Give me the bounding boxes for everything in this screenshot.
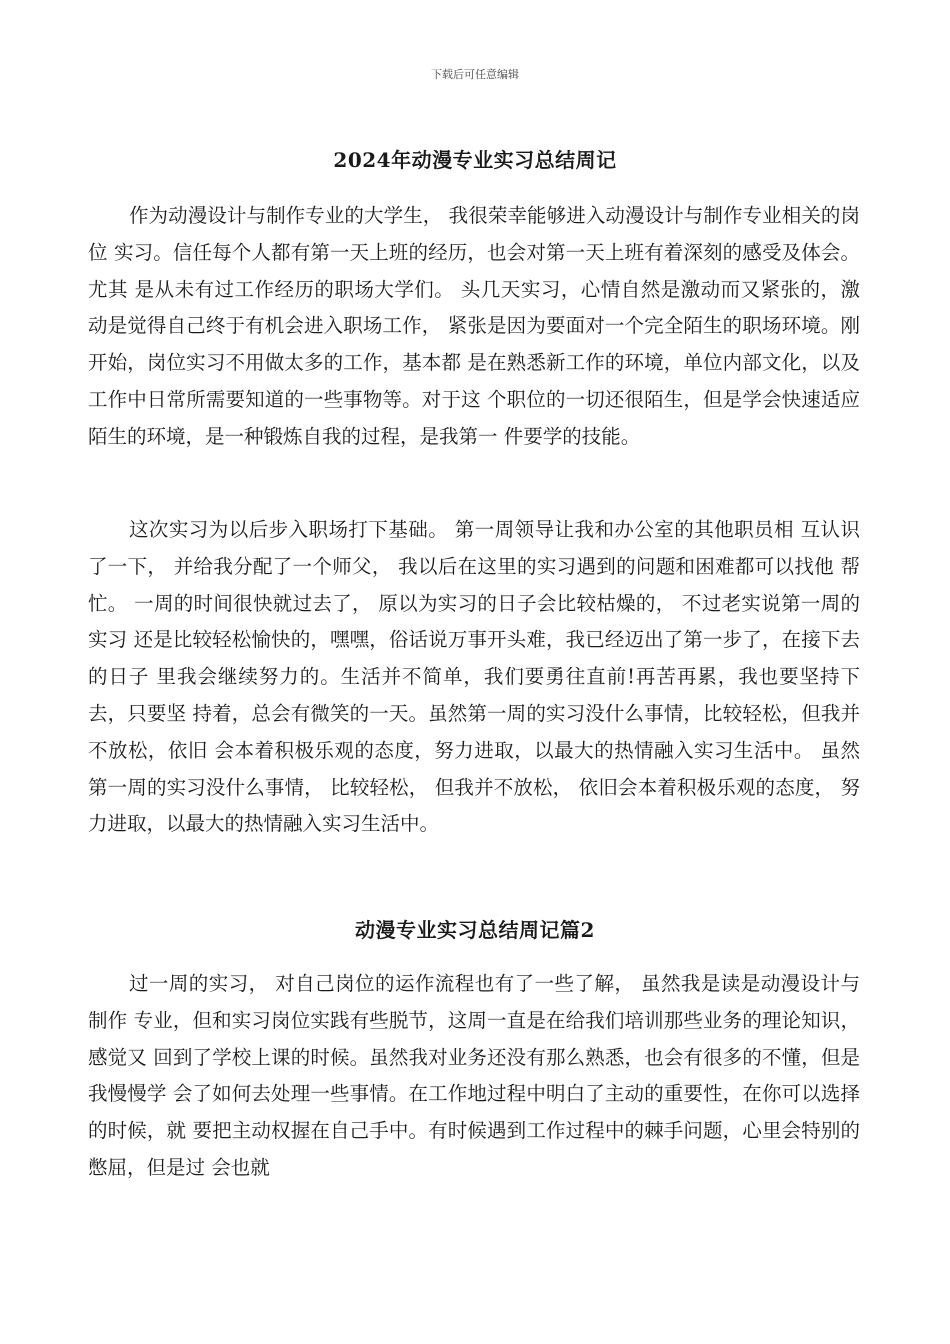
header-note: 下载后可任意编辑 (431, 68, 519, 81)
paragraph-3: 过一周的实习， 对自己岗位的运作流程也有了一些了解， 虽然我是读是动漫设计与制作 专业，但和实习岗位实践有些脱节，这周一直是在给我们培训那些业务的理论知识，感觉又 回到了学校上课的时候。虽然我对业务还没有那么熟悉，也会有很多的不懂，但是我慢慢学 会了如何去处理一些事情。在工作地过程中明白了主动的重要性，在你可以选择的时候，就 要把主动权握在自己手中。有时候遇到工作过程中的棘手问题，心里会特别的憋屈，但是过 会也就 (88, 972, 860, 1179)
page-title: 2024年动漫专业实习总结周记 (333, 148, 617, 172)
section-title: 动漫专业实习总结周记篇2 (355, 918, 595, 942)
paragraph-1: 作为动漫设计与制作专业的大学生， 我很荣幸能够进入动漫设计与制作专业相关的岗位 实习。信任每个人都有第一天上班的经历，也会对第一天上班有着深刻的感受及体会。尤其 是从未有过工作经历的职场大学们。 头几天实习，心情自然是激动而又紧张的，激动是觉得自己终于有机会进入职场工作， 紧张是因为要面对一个完全陌生的职场环境。刚开始，岗位实习不用做太多的工作，基本都 是在熟悉新工作的环境，单位内部文化，以及工作中日常所需要知道的一些事物等。对于这 个职位的一切还很陌生，但是学会快速适应陌生的环境，是一种锻炼自我的过程，是我第一 件要学的技能。 (88, 204, 860, 448)
paragraph-2: 这次实习为以后步入职场打下基础。 第一周领导让我和办公室的其他职员相 互认识了一下， 并给我分配了一个师父， 我以后在这里的实习遇到的问题和困难都可以找他 帮忙。 一周的时间很快就过去了， 原以为实习的日子会比较枯燥的， 不过老实说第一周的实习 还是比较轻松愉快的，嘿嘿，俗话说万事开头难，我已经迈出了第一步了，在接下去的日子 里我会继续努力的。生活并不简单，我们要勇往直前!再苦再累，我也要坚持下去，只要坚 持着，总会有微笑的一天。虽然第一周的实习没什么事情，比较轻松，但我并不放松，依旧 会本着积极乐观的态度，努力进取，以最大的热情融入实习生活中。 虽然第一周的实习没什么事情， 比较轻松， 但我并不放松， 依旧会本着积极乐观的态度， 努力进取，以最大的热情融入实习生活中。 (88, 518, 860, 836)
